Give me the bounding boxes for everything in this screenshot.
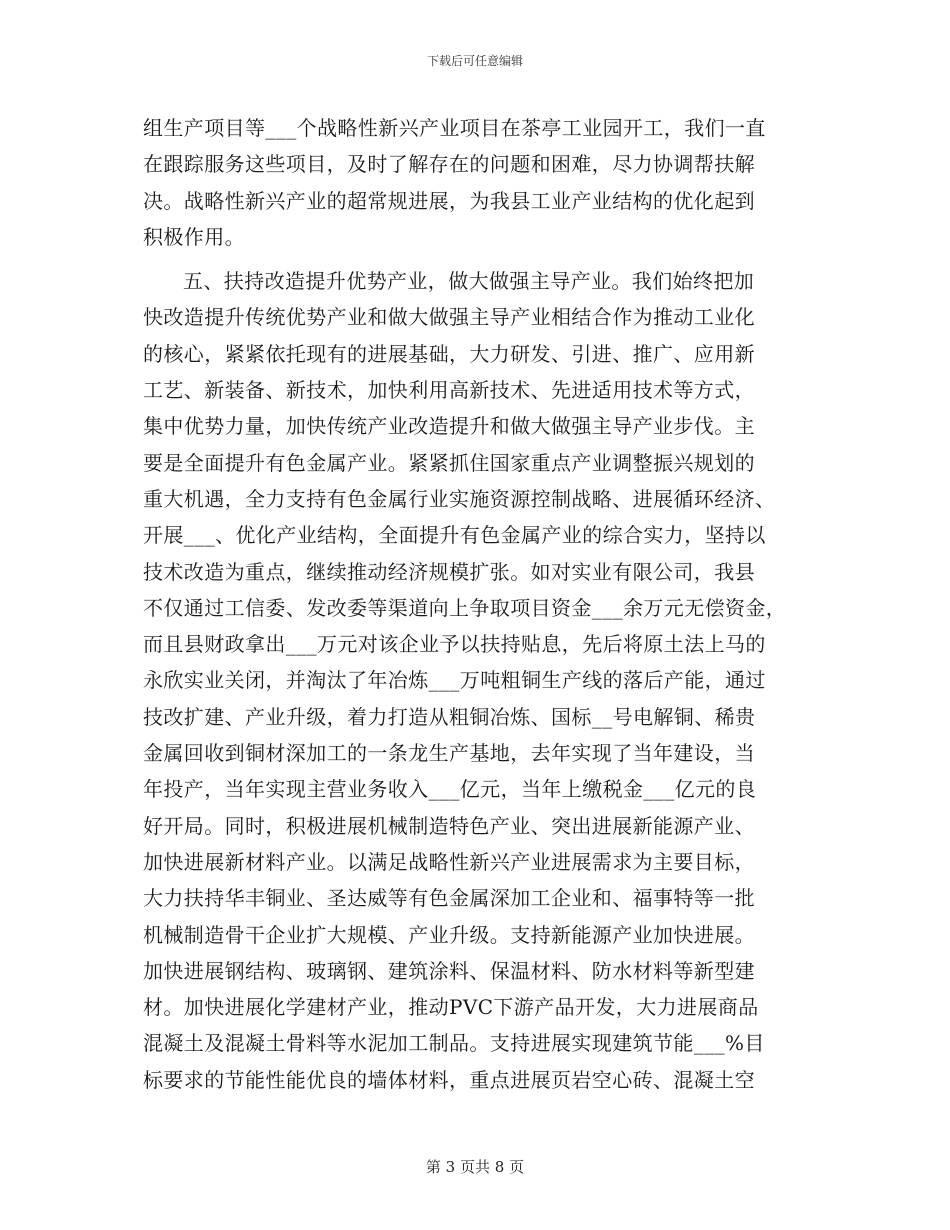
text-line: 五、扶持改造提升优势产业，做大做强主导产业。我们始终把加 [183, 269, 755, 294]
page-header: 下载后可任意编辑 [426, 54, 523, 68]
text-line: 大力扶持华丰铜业、圣达威等有色金属深加工企业和、福事特等一批 [143, 886, 755, 911]
text-line: 标要求的节能性能优良的墙体材料，重点进展页岩空心砖、混凝土空 [143, 1067, 755, 1092]
text-line: 年投产，当年实现主营业务收入___亿元，当年上缴税金___亿元的良 [143, 777, 757, 802]
text-line: 不仅通过工信委、发改委等渠道向上争取项目资金___余万元无偿资金， [143, 595, 787, 620]
text-line: 机械制造骨干企业扩大规模、产业升级。支持新能源产业加快进展。 [143, 922, 755, 947]
text-line: 快改造提升传统优势产业和做大做强主导产业相结合作为推动工业化 [143, 305, 755, 330]
page-footer: 第 3 页共 8 页 [425, 1158, 525, 1176]
text-line: 重大机遇，全力支持有色金属行业实施资源控制战略、进展循环经济、 [143, 486, 776, 511]
text-line: 永欣实业关闭，并淘汰了年冶炼___万吨粗铜生产线的落后产能，通过 [143, 668, 766, 693]
text-line: 金属回收到铜材深加工的一条龙生产基地，去年实现了当年建设，当 [143, 741, 755, 766]
text-line: 积极作用。 [143, 224, 245, 249]
text-line: 好开局。同时，积极进展机械制造特色产业、突出进展新能源产业、 [143, 813, 755, 838]
text-line: 技改扩建、产业升级，着力打造从粗铜冶炼、国标__号电解铜、稀贵 [143, 704, 756, 729]
text-line: 集中优势力量，加快传统产业改造提升和做大做强主导产业步伐。主 [143, 414, 755, 439]
text-line: 的核心，紧紧依托现有的进展基础，大力研发、引进、推广、应用新 [143, 341, 755, 366]
text-line: 开展___、优化产业结构，全面提升有色金属产业的综合实力，坚持以 [143, 523, 766, 548]
text-line: 要是全面提升有色金属产业。紧紧抓住国家重点产业调整振兴规划的 [143, 450, 755, 475]
text-line: 加快进展新材料产业。以满足战略性新兴产业进展需求为主要目标， [143, 849, 755, 874]
text-line: 组生产项目等___个战略性新兴产业项目在茶亭工业园开工，我们一直 [143, 116, 766, 140]
paragraph [143, 263, 803, 1098]
paragraph [143, 110, 803, 255]
text-line: 混凝土及混凝土骨料等水泥加工制品。支持进展实现建筑节能___%目 [143, 1031, 765, 1056]
text-line: 工艺、新装备、新技术，加快利用高新技术、先进适用技术等方式， [143, 378, 755, 403]
text-line: 加快进展钢结构、玻璃钢、建筑涂料、保温材料、防水材料等新型建 [143, 958, 755, 983]
text-line: 材。加快进展化学建材产业，推动PVC下游产品开发，大力进展商品 [143, 995, 759, 1020]
text-line: 而且县财政拿出___万元对该企业予以扶持贴息，先后将原土法上马的 [143, 632, 766, 657]
text-line: 技术改造为重点，继续推动经济规模扩张。如对实业有限公司，我县 [143, 559, 755, 584]
text-line: 在跟踪服务这些项目，及时了解存在的问题和困难，尽力协调帮扶解 [143, 152, 755, 177]
text-line: 决。战略性新兴产业的超常规进展，为我县工业产业结构的优化起到 [143, 188, 755, 213]
document-body [143, 110, 803, 1098]
